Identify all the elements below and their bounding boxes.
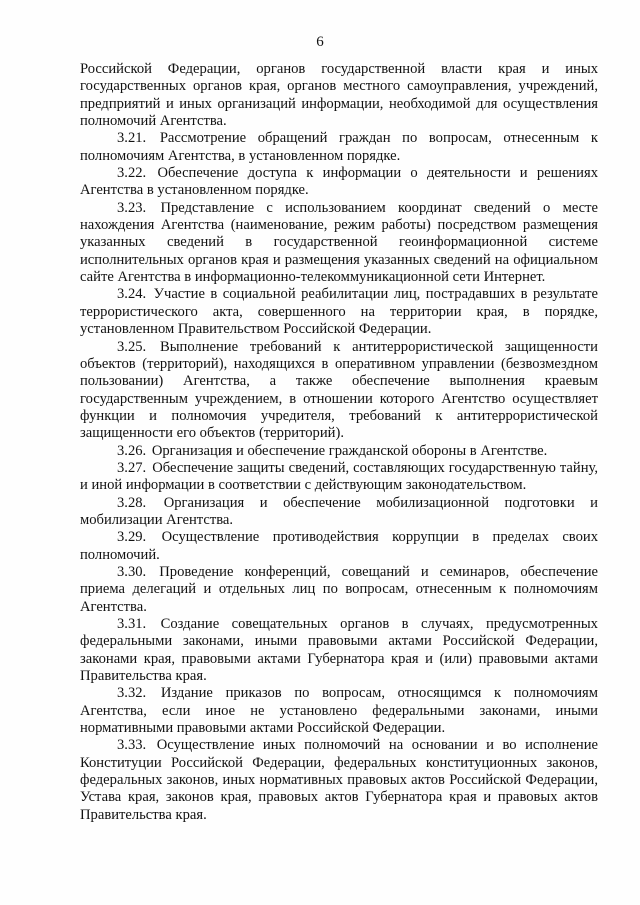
paragraph-number: 3.22. — [117, 165, 147, 182]
paragraph-3-27 — [80, 460, 598, 495]
paragraph-text: Обеспечение доступа к информации о деятельности и решениях Агентства в установленном порядке. — [80, 165, 598, 199]
paragraph-number: 3.24. — [117, 286, 147, 303]
paragraph-number: 3.25. — [117, 338, 147, 355]
paragraph-3-29 — [80, 529, 598, 564]
paragraph-text: Организация и обеспечение мобилизационной подготовки и мобилизации Агентства. — [80, 494, 598, 528]
paragraph-text: Организация и обеспечение гражданской обороны в Агентстве. — [151, 442, 548, 459]
paragraph-3-30 — [80, 564, 598, 616]
paragraph-text: Представление с использованием координат сведений о месте нахождения Агентства (наименование, режим работы) посредством размещения указанных сведений в государственной геоинформационной системе исполнительных органов края и размещения указанных сведений на официальном сайте Агентства в информационно-телекоммуникационной сети Интернет. — [80, 199, 598, 286]
paragraph-3-23 — [80, 200, 598, 287]
paragraph-text: Рассмотрение обращений граждан по вопросам, отнесенным к полномочиям Агентства, в установленном порядке. — [80, 130, 598, 164]
paragraph-number: 3.29. — [117, 529, 147, 546]
paragraph-text: Проведение конференций, совещаний и семинаров, обеспечение приема делегаций и отдельных лиц по вопросам, отнесенным к полномочиям Агентства. — [80, 563, 598, 615]
paragraph-3-26 — [80, 443, 598, 460]
paragraph-number: 3.32. — [117, 685, 147, 702]
paragraph-3-31 — [80, 616, 598, 685]
paragraph-text: Участие в социальной реабилитации лиц, пострадавших в результате террористического акта, совершенного на территории края, в порядке, установленном Правительством Российской Федерации. — [80, 286, 598, 338]
paragraph-number: 3.26. — [117, 442, 147, 459]
paragraph-text: Издание приказов по вопросам, относящимся к полномочиям Агентства, если иное не установлено федеральными законами, иными нормативными правовыми актами Российской Федерации. — [80, 685, 598, 737]
paragraph-3-33 — [80, 737, 598, 824]
paragraph-number: 3.27. — [117, 459, 147, 476]
document-body — [80, 61, 598, 824]
page-number: 6 — [316, 34, 324, 50]
paragraph-text: Осуществление противодействия коррупции в пределах своих полномочий. — [80, 529, 598, 563]
paragraph-text: Выполнение требований к антитеррористической защищенности объектов (территорий), находящихся в оперативном управлении (безвозмездном пользовании) Агентства, а также обеспечение выполнения краевым государственным учреждением, в отношении которого Агентство осуществляет функции и полномочия учредителя, требований к антитеррористической защищенности его объектов (территорий). — [80, 338, 598, 442]
paragraph-number: 3.21. — [117, 130, 147, 147]
paragraph-text: Осуществление иных полномочий на основании и во исполнение Конституции Российской Федерации, федеральных конституционных законов, федеральных законов, иных нормативных правовых актов Российской Федерации, Устава края, законов края, правовых актов Губернатора края и правовых актов Правительства края. — [80, 737, 598, 823]
paragraph-3-32 — [80, 685, 598, 737]
paragraph-number: 3.23. — [117, 199, 147, 216]
paragraph-number: 3.30. — [117, 563, 147, 580]
paragraph-text: Создание совещательных органов в случаях, предусмотренных федеральными законами, иными правовыми актами Российской Федерации, законами края, правовыми актами Губернатора края и (или) правовыми актами Правительства края. — [80, 616, 598, 685]
paragraph-number: 3.33. — [117, 737, 147, 754]
paragraph-continuation — [80, 61, 598, 130]
paragraph-3-21 — [80, 130, 598, 165]
paragraph-text: Российской Федерации, органов государственной власти края и иных государственных органов края, органов местного самоуправления, учреждений, предприятий и иных организаций информации, необходимой для осуществления полномочий Агентства. — [80, 61, 598, 130]
paragraph-number: 3.31. — [117, 616, 147, 632]
paragraph-text: Обеспечение защиты сведений, составляющих государственную тайну, и иной информации в соответствии с действующим законодательством. — [80, 459, 598, 494]
paragraph-3-25 — [80, 339, 598, 443]
paragraph-3-22 — [80, 165, 598, 200]
paragraph-3-28 — [80, 495, 598, 530]
paragraph-number: 3.28. — [117, 494, 147, 511]
paragraph-3-24 — [80, 286, 598, 338]
